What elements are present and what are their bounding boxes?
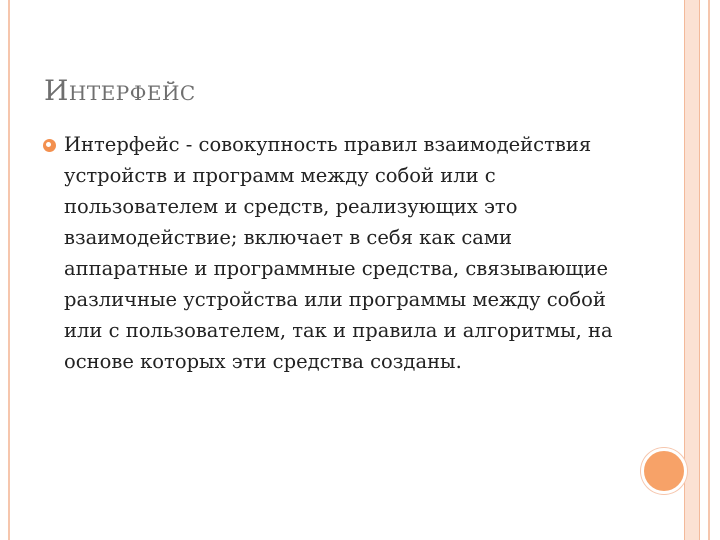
slide-title (44, 74, 196, 107)
right-border-line (708, 0, 710, 540)
bullet-icon (43, 139, 56, 152)
decorative-circle (641, 448, 687, 494)
slide-title-first-letter: И (44, 74, 69, 107)
right-border-band (684, 0, 700, 540)
bullet-text: Интерфейс - совокупность правил взаимодействия устройств и программ между собой или с пользователем и средств, реализующих это взаимодействие; включает в себя как сами аппаратные и программные средства, связывающие различные устройства или программы между собой или с пользователем, так и правила и алгоритмы, на основе которых эти средства созданы. (64, 133, 613, 373)
left-border-line (8, 0, 10, 540)
slide-title-rest: НТЕРФЕЙС (68, 81, 196, 105)
